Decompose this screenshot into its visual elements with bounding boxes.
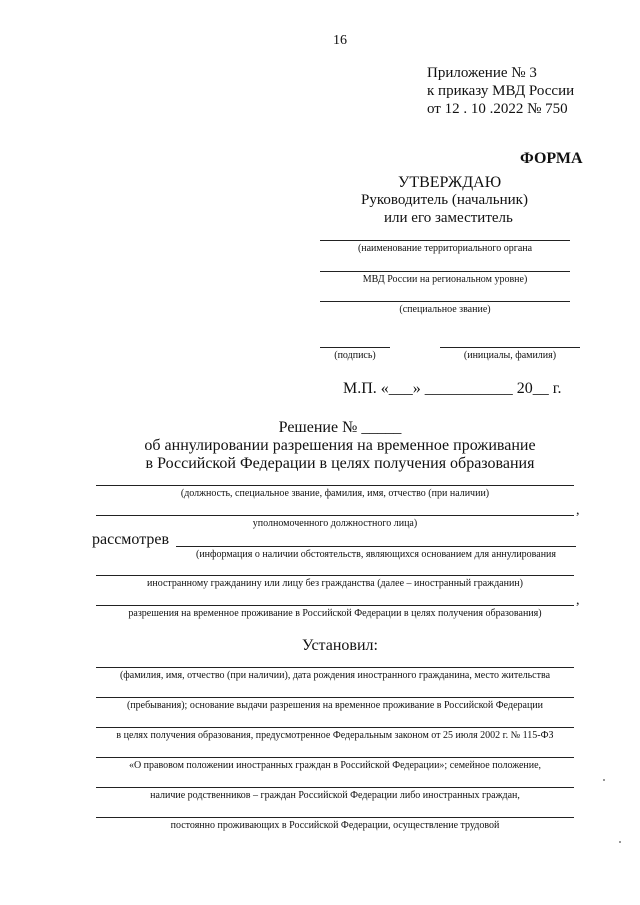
foreigner-line[interactable] bbox=[96, 575, 574, 576]
established-heading: Установил: bbox=[302, 637, 378, 654]
established-line-1[interactable] bbox=[96, 667, 574, 668]
established-line-6[interactable] bbox=[96, 817, 574, 818]
established-line-5[interactable] bbox=[96, 787, 574, 788]
established-line-2[interactable] bbox=[96, 697, 574, 698]
decision-subtitle-2: в Российской Федерации в целях получения образования bbox=[145, 455, 535, 472]
rank-line[interactable] bbox=[320, 301, 570, 302]
established-line-3[interactable] bbox=[96, 727, 574, 728]
foreigner-caption: иностранному гражданину или лицу без гражданства (далее – иностранный гражданин) bbox=[147, 578, 523, 589]
mvd-line[interactable] bbox=[320, 271, 570, 272]
initials-line[interactable] bbox=[440, 347, 580, 348]
appendix-title: Приложение № 3 bbox=[427, 65, 537, 81]
rank-caption: (специальное звание) bbox=[399, 304, 491, 315]
established-caption-3: в целях получения образования, предусмотренное Федеральным законом от 25 июля 2002 г. № 115-ФЗ bbox=[116, 730, 554, 741]
considered-caption: (информация о наличии обстоятельств, являющихся основанием для аннулирования bbox=[195, 549, 557, 560]
considered-label: рассмотрев bbox=[92, 531, 170, 548]
initials-caption: (инициалы, фамилия) bbox=[463, 350, 557, 361]
established-caption-2: (пребывания); основание выдачи разрешения на временное проживание в Российской Федерации bbox=[126, 700, 544, 711]
approval-line2: или его заместитель bbox=[384, 210, 513, 226]
decision-subtitle-1: об аннулировании разрешения на временное проживание bbox=[144, 437, 536, 454]
scan-speck bbox=[619, 841, 621, 843]
permit-caption: разрешения на временное проживание в Российской Федерации в целях получения образования) bbox=[128, 608, 542, 619]
established-caption-5: наличие родственников – граждан Российской Федерации либо иностранных граждан, bbox=[150, 790, 520, 801]
seal-date-line: М.П. «___» ___________ 20__ г. bbox=[343, 380, 562, 397]
established-caption-1: (фамилия, имя, отчество (при наличии), дата рождения иностранного гражданина, место жительства bbox=[119, 670, 551, 681]
established-caption-4: «О правовом положении иностранных граждан в Российской Федерации»; семейное положение, bbox=[128, 760, 542, 771]
page-number: 16 bbox=[333, 33, 347, 48]
official-caption-2: уполномоченного должностного лица) bbox=[252, 518, 418, 529]
permit-comma: , bbox=[576, 593, 580, 608]
established-line-4[interactable] bbox=[96, 757, 574, 758]
appendix-order: к приказу МВД России bbox=[427, 83, 575, 99]
scan-speck bbox=[603, 779, 605, 781]
established-caption-6: постоянно проживающих в Российской Федерации, осуществление трудовой bbox=[170, 820, 500, 831]
appendix-date: от 12 . 10 .2022 № 750 bbox=[427, 101, 568, 117]
approval-heading: УТВЕРЖДАЮ bbox=[398, 174, 502, 191]
territorial-organ-caption: (наименование территориального органа bbox=[357, 243, 533, 254]
official-comma: , bbox=[576, 503, 580, 518]
signature-line[interactable] bbox=[320, 347, 390, 348]
official-caption-1: (должность, специальное звание, фамилия, имя, отчество (при наличии) bbox=[180, 488, 490, 499]
signature-caption: (подпись) bbox=[334, 350, 376, 361]
considered-line[interactable] bbox=[176, 546, 576, 547]
territorial-organ-line[interactable] bbox=[320, 240, 570, 241]
mvd-caption: МВД России на региональном уровне) bbox=[362, 274, 528, 285]
forma-label: ФОРМА bbox=[520, 150, 583, 167]
official-line-2[interactable] bbox=[96, 515, 574, 516]
approval-line1: Руководитель (начальник) bbox=[361, 192, 528, 208]
permit-line[interactable] bbox=[96, 605, 574, 606]
official-line-1[interactable] bbox=[96, 485, 574, 486]
decision-title: Решение № _____ bbox=[278, 419, 402, 436]
